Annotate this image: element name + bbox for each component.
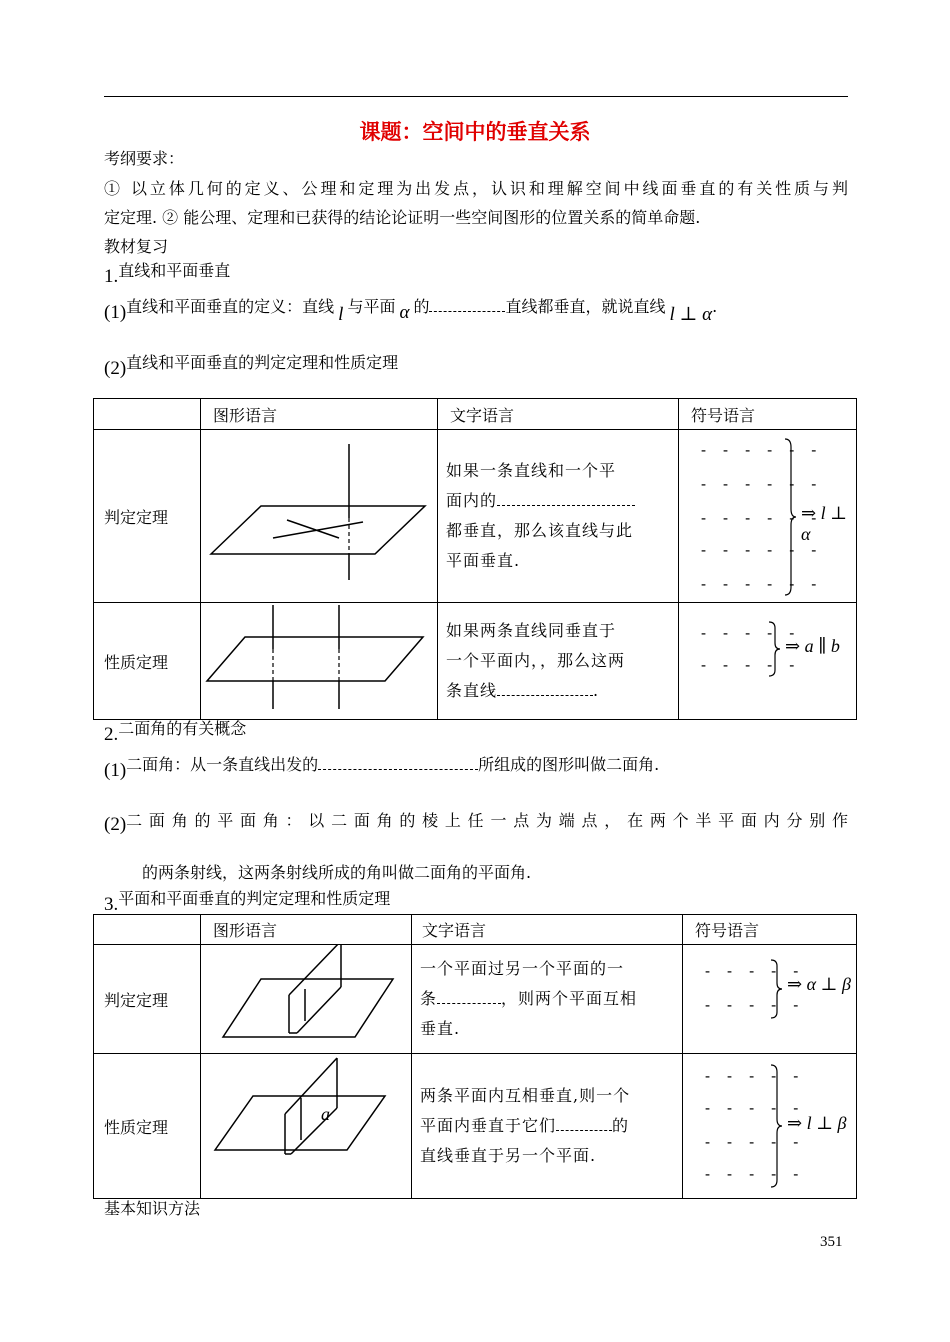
section-number: 2.: [104, 724, 119, 745]
item-title: 直线和平面垂直的判定定理和性质定理: [126, 353, 399, 372]
text-fragment: 条: [420, 989, 438, 1008]
text-fragment: 平面内垂直于它们: [420, 1116, 557, 1135]
textbook-review-label: 教材复习: [104, 237, 169, 256]
text-line: [446, 676, 670, 706]
base-plane: [223, 979, 393, 1037]
row-label: 判定定理: [94, 430, 201, 603]
text-fragment: 面内的: [446, 491, 498, 510]
symbol-cell: [679, 430, 857, 603]
text-fragment: 条直线: [446, 681, 498, 700]
plane-line: [287, 520, 339, 538]
row-label: 性质定理: [94, 603, 201, 720]
syllabus-line-1: ① 以立体几何的定义、公理和定理为出发点，认识和理解空间中线面垂直的有关性质与判: [104, 179, 848, 198]
dash-blank: - - - - -: [703, 1165, 803, 1183]
plane-angle-definition: [104, 808, 848, 835]
symbol-cell: [683, 1054, 857, 1199]
row-label: 性质定理: [94, 1054, 201, 1199]
table-header-cell: 符号语言: [683, 915, 857, 945]
table-header-cell: 图形语言: [201, 399, 438, 430]
conclusion: ⇒ l ⊥ α: [801, 503, 848, 544]
definition-text: 与平面: [347, 297, 396, 316]
dash-blank: - - - - - -: [699, 475, 821, 493]
fill-blank: [429, 299, 505, 312]
table-header-cell: [94, 915, 201, 945]
section-title: 平面和平面垂直的判定定理和性质定理: [118, 889, 391, 908]
dash-blank: - - - - -: [703, 996, 803, 1014]
math-l: l: [338, 304, 344, 325]
text-cell: [412, 945, 683, 1054]
dash-blank: - - - - -: [699, 656, 799, 674]
right-brace-icon: [769, 958, 783, 1020]
table-header-cell: 文字语言: [412, 915, 683, 945]
symbol-cell: [683, 945, 857, 1054]
conclusion: ⇒ l ⊥ β: [787, 1113, 847, 1133]
base-plane: [215, 1096, 385, 1150]
fill-blank: [497, 683, 593, 696]
text-fragment: ，则两个平面互相: [501, 989, 638, 1008]
text-line: [420, 984, 674, 1014]
text-cell: [412, 1054, 683, 1199]
definition-text: 所组成的图形叫做二面角.: [478, 755, 660, 774]
symbol-cell: [679, 603, 857, 720]
plane-plane-property-figure: [201, 1054, 399, 1194]
fill-blank: [437, 991, 501, 1004]
math-alpha: α: [399, 302, 410, 323]
right-brace-icon: [767, 620, 781, 678]
table-header-cell: 文字语言: [438, 399, 679, 430]
item-number: (1): [104, 760, 127, 781]
dash-blank: - - - - -: [703, 1067, 803, 1085]
item-number: (1): [104, 302, 127, 323]
right-brace-icon: [783, 437, 797, 597]
table-header-cell: 图形语言: [201, 915, 412, 945]
definition-text: 的: [413, 297, 430, 316]
text-line: 都垂直，那么该直线与此: [446, 521, 634, 540]
definition-text: 二面角：从一条直线出发的: [126, 755, 319, 774]
section-3-heading: [104, 886, 391, 915]
figure-cell: [201, 945, 412, 1054]
fill-blank: [497, 493, 635, 506]
page-title: 课题：空间中的垂直关系: [359, 120, 591, 144]
section-1-heading: [104, 258, 231, 287]
figure-cell: [201, 430, 438, 603]
section-number: 1.: [104, 266, 119, 287]
item-2-heading: [104, 350, 399, 379]
text-cell: [438, 430, 679, 603]
definition-text: 二面角的平面角：以二面角的棱上任一点为端点，在两个半平面内分别作: [126, 811, 848, 830]
plane-shape: [207, 637, 423, 681]
section-title: 直线和平面垂直: [118, 261, 231, 280]
figure-label-a: a: [321, 1104, 330, 1124]
definition-text: 直线都垂直，就说直线: [505, 297, 666, 316]
text-line: 直线垂直于另一个平面.: [420, 1146, 597, 1165]
dash-blank: - - - - -: [703, 1133, 803, 1151]
dash-blank: - - - - -: [703, 962, 803, 980]
text-line: 两条平面内互相垂直,则一个: [420, 1086, 631, 1105]
dihedral-definition: [104, 752, 660, 781]
line-plane-judgment-figure: [201, 430, 437, 598]
dash-blank: - - - - - -: [699, 509, 821, 527]
section-title: 二面角的有关概念: [118, 719, 247, 738]
text-fragment: 的: [612, 1116, 630, 1135]
dash-blank: - - - - - -: [699, 575, 821, 593]
table-header-cell: [94, 399, 201, 430]
fill-blank: [318, 757, 478, 770]
right-brace-icon: [769, 1063, 783, 1189]
basic-methods-label: 基本知识方法: [104, 1199, 201, 1218]
item-number: (2): [104, 358, 127, 379]
conclusion: ⇒ α ⊥ β: [787, 974, 851, 994]
plane-plane-judgment-figure: [201, 945, 399, 1049]
fill-blank: [556, 1118, 612, 1131]
definition-text: .: [712, 297, 718, 316]
text-line: 平面垂直.: [446, 551, 521, 570]
plane-angle-definition-cont: 的两条射线，这两条射线所成的角叫做二面角的平面角.: [142, 863, 532, 882]
syllabus-line-2: 定定理. ② 能公理、定理和已获得的结论论证明一些空间图形的位置关系的简单命题.: [104, 208, 701, 227]
text-line: 一个平面内，，那么这两: [446, 651, 626, 670]
section-2-heading: [104, 716, 247, 745]
text-line: [446, 486, 670, 516]
section-number: 3.: [104, 894, 119, 915]
figure-cell: [201, 1054, 412, 1199]
syllabus-label: 考纲要求：: [104, 149, 185, 168]
page-number: 351: [820, 1234, 843, 1250]
text-line: 如果两条直线同垂直于: [446, 621, 617, 640]
text-line: [420, 1111, 674, 1141]
definition-text: 直线和平面垂直的定义：直线: [126, 297, 335, 316]
dash-blank: - - - - -: [703, 1099, 803, 1117]
text-cell: [438, 603, 679, 720]
definition-paragraph: [104, 294, 718, 325]
math-l-perp-alpha: l ⊥ α: [669, 304, 713, 325]
row-label: 判定定理: [94, 945, 201, 1054]
dash-blank: - - - - - -: [699, 441, 821, 459]
conclusion: ⇒ a ∥ b: [785, 636, 840, 656]
text-line: 垂直.: [420, 1019, 461, 1038]
dash-blank: - - - - -: [699, 624, 799, 642]
header-rule: [104, 96, 848, 97]
line-plane-table: [93, 398, 857, 720]
plane-plane-table: [93, 914, 857, 1199]
line-plane-property-figure: [201, 603, 437, 715]
figure-cell: [201, 603, 438, 720]
item-number: (2): [104, 814, 127, 835]
dash-blank: - - - - - -: [699, 541, 821, 559]
text-fragment: .: [593, 681, 600, 700]
text-line: 一个平面过另一个平面的一: [420, 959, 625, 978]
table-header-cell: 符号语言: [679, 399, 857, 430]
text-line: 如果一条直线和一个平: [446, 461, 617, 480]
